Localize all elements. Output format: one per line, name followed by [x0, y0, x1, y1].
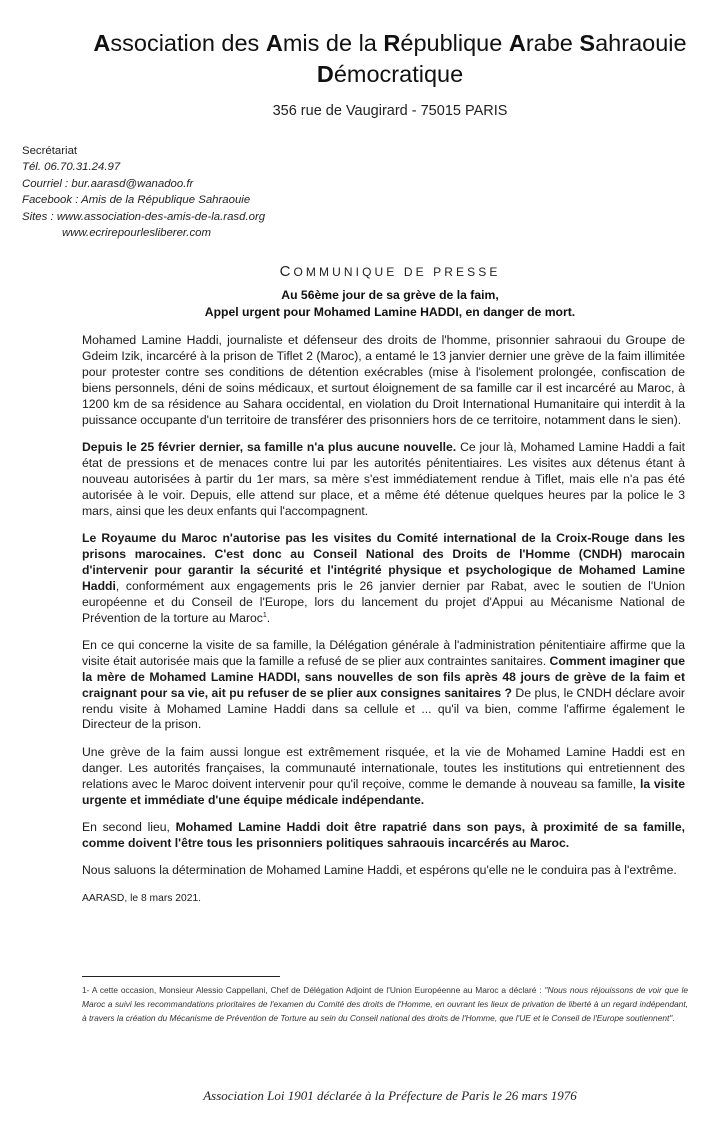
paragraph-1: Mohamed Lamine Haddi, journaliste et défenseur des droits de l'homme, prisonnier sahraoui du Groupe de Gdeim Izik, incarcéré à la prison de Tiflet 2 (Maroc), a entamé le 13 janvier dernier une grève de la faim illimitée pour protester contre ses conditions de détention exécrables (mise à l'isolement prolongée, confiscation de biens personnels, déni de soins médicaux, et surtout éloignement de sa famille car il est incarcéré au Maroc, à 1200 km de sa résidence au Sahara occidental, en violation du Droit International Humanitaire qui interdit à la puissance occupante d'un territoire de transférer des prisonniers hors de ce territoire, notamment dans le sien).	[82, 333, 685, 427]
paragraph-2	[82, 440, 685, 520]
emphasis: Le Royaume du Maroc n'autorise pas les visites du Comité international de la Croix-Rouge dans les prisons marocaines. C'est donc au Conseil National des Droits de l'Homme (CNDH) marocain d'intervenir pour garantir la sécurité et l'intégrité physique et psychologique de Mohamed Lamine Haddi	[82, 530, 685, 593]
footnote-intro: 1- A cette occasion, Monsieur Alessio Cappellani, Chef de Délégation Adjoint de l'Union Européenne au Maroc a déclaré :	[82, 985, 545, 995]
secretariat-label: Secrétariat	[22, 145, 78, 157]
initial-letter: S	[579, 30, 596, 56]
paragraph-5	[82, 745, 685, 809]
footnote-quote: "Nous nous réjouissons de voir que le Maroc a suivi les recommandations prioritaires de l'examen du Comité des droits de l'Homme, en ouvrant les lieux de privation de liberté à un regard indépendant, à travers la création du Mécanisme de Prévention de Torture au sein du Conseil national des droits de l'Homme, que l'UE et le Conseil de l'Europe soutiennent"	[82, 985, 689, 1023]
paragraph-text: , conformément aux engagements pris le 26 janvier dernier par Rabat, avec le soutien de l'Union européenne et du Conseil de l'Europe, lors du lancement du projet d'Appui au Mécanisme National de Prévention de la torture au Maroc	[82, 578, 685, 625]
emphasis: Comment imaginer que la mère de Mohamed Lamine HADDI, sans nouvelles de son fils après 48 jours de grève de la faim et craignant pour sa vie, ait pu refuser de se plier aux consignes sanitaires ?	[82, 653, 686, 700]
paragraph-text: En second lieu,	[82, 819, 176, 834]
emphasis: Mohamed Lamine Haddi doit être rapatrié dans son pays, à proximité de sa famille, comme doivent l'être tous les prisonniers politiques sahraouis incarcérés au Maroc.	[82, 819, 685, 850]
headline	[60, 287, 720, 320]
footnote-divider	[82, 976, 280, 977]
organization-name	[60, 28, 720, 90]
title-rest: OMMUNIQUE DE PRESSE	[293, 265, 501, 279]
phone-number: Tél. 06.70.31.24.97	[22, 161, 121, 174]
article-body	[82, 333, 685, 919]
emphasis: Depuis le 25 février dernier, sa famille n'a plus aucune nouvelle.	[82, 439, 457, 454]
org-word: émocratique	[333, 61, 464, 87]
initial-letter: D	[316, 61, 334, 87]
org-word: épublique	[400, 30, 509, 56]
initial-letter: A	[508, 30, 526, 56]
legal-notice: Association Loi 1901 déclarée à la Préfecture de Paris le 26 mars 1976	[203, 1088, 577, 1103]
paragraph-3	[82, 531, 685, 626]
headline-line2: Appel urgent pour Mohamed Lamine HADDI, en danger de mort.	[204, 304, 576, 319]
signature-date: AARASD, le 8 mars 2021.	[82, 893, 202, 905]
paragraph-text: Une grève de la faim aussi longue est extrêmement risquée, et la vie de Mohamed Lamine Haddi est en danger. Les autorités françaises, la communauté internationale, toutes les institutions qui entretiennent des relations avec le Maroc doivent intervenir pour qu'il reçoive, comme le demande à nouveau sa famille,	[82, 744, 685, 791]
headline-line1: Au 56ème jour de sa grève de la faim,	[281, 288, 499, 302]
contact-block	[22, 143, 265, 241]
org-word: ssociation des	[110, 30, 266, 56]
website-link-secondary: www.ecrirepourlesliberer.com	[62, 227, 211, 240]
email-address: Courriel : bur.aarasd@wanadoo.fr	[22, 177, 194, 190]
footnote-ref: 1	[262, 611, 267, 619]
initial-letter: A	[93, 30, 111, 56]
org-word: mis de la	[282, 30, 384, 56]
paragraph-4	[82, 638, 685, 733]
initial-letter: A	[265, 30, 283, 56]
org-name-line2	[60, 59, 720, 90]
postal-address: 356 rue de Vaugirard - 75015 PARIS	[272, 103, 508, 119]
footnote-end: .	[672, 1013, 675, 1023]
org-word: ahraouie	[595, 30, 687, 56]
paragraph-text: De plus, le CNDH déclare avoir rendu visite à Mohamed Lamine Haddi dans sa cellule et ... qu'il va bien, comme l'affirme également le Directeur de la prison.	[82, 685, 685, 732]
facebook-page: Facebook : Amis de la République Sahraouie	[22, 194, 251, 207]
paragraph-text: Ce jour là, Mohamed Lamine Haddi a fait état de pressions et de menaces contre lui par les autorités pénitentiaires. Les visites aux détenus étant à nouveau autorisées à partir du 1er mars, sa mère s'est immédiatement rendue à Tiflet, mais elle n'a pas été autorisée à le voir. Depuis, elle attend sur place, et a même été détenue quelques heures par la police le 3 mars, ainsi que les deux enfants qui l'accompagnent.	[82, 439, 685, 518]
footnote	[82, 983, 688, 1025]
org-name-line1	[60, 28, 720, 59]
paragraph-6	[82, 820, 685, 852]
paragraph-text: .	[266, 610, 271, 625]
org-word: rabe	[525, 30, 580, 56]
title-initial: C	[279, 263, 294, 280]
website-link: Sites : www.association-des-amis-de-la.rasd.org	[22, 210, 266, 223]
emphasis: la visite urgente et immédiate d'une équipe médicale indépendante.	[82, 776, 685, 807]
paragraph-7: Nous saluons la détermination de Mohamed Lamine Haddi, et espérons qu'elle ne le conduira pas à l'extrême.	[82, 863, 677, 878]
paragraph-text: En ce qui concerne la visite de sa famille, la Délégation générale à l'administration pénitentiaire affirme que la visite était autorisée mais que la famille a refusé de se plier aux contraintes sanitaires.	[82, 637, 685, 668]
communique-title	[60, 263, 720, 280]
initial-letter: R	[383, 30, 401, 56]
